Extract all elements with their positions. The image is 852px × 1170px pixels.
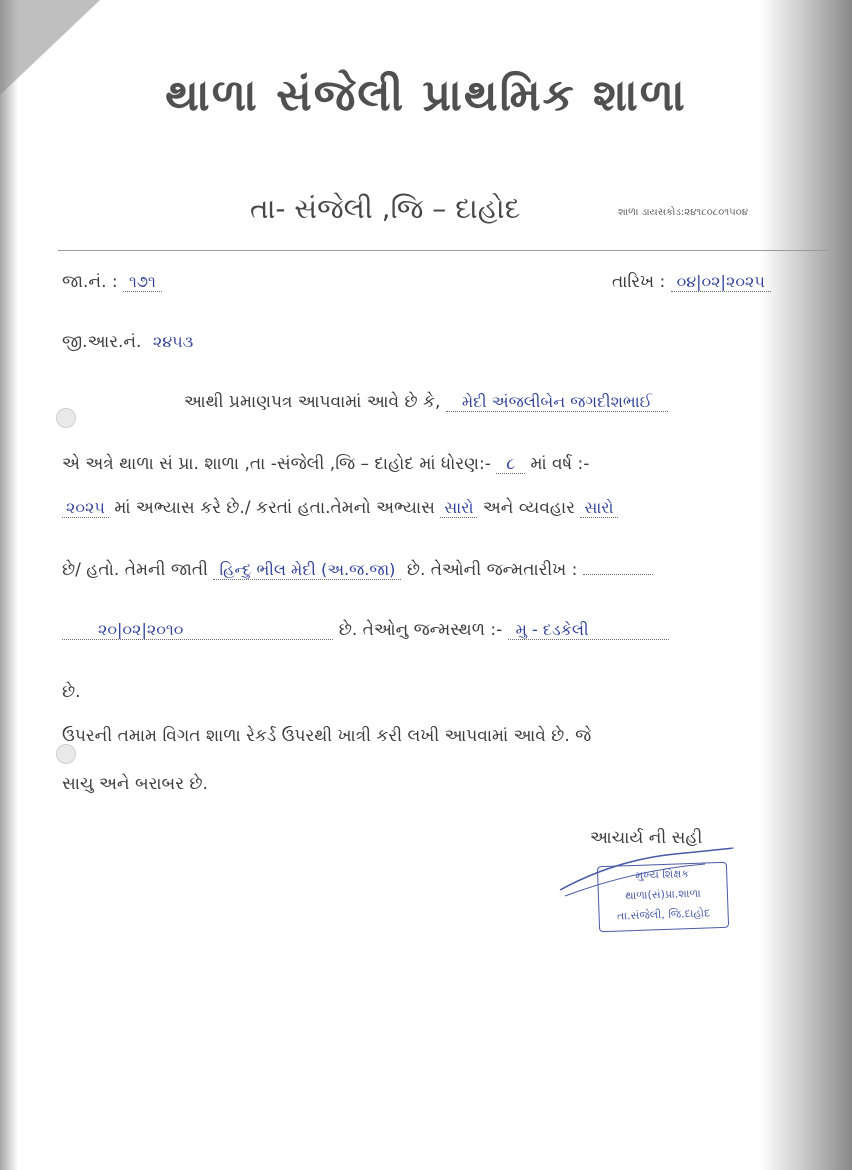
study-value: સારો xyxy=(440,498,477,518)
outward-number: ૧૭૧ xyxy=(123,272,162,292)
school-statement: એ અત્રે થાળા સં પ્રા. શાળા ,તા -સંજેલી ,જિ – દાહોદ માં ધોરણ:- xyxy=(62,454,491,474)
school-stamp xyxy=(597,862,729,932)
caste-value: હિન્દુ ભીલ મેદી (અ.જ.જા) xyxy=(213,560,401,580)
header-divider xyxy=(58,250,828,251)
student-name: મેદી અંજલીબેન જગદીશભાઈ xyxy=(446,392,668,412)
year-label: માં વર્ષ :- xyxy=(530,454,590,474)
punch-hole-bottom xyxy=(56,744,76,764)
certify-text: આથી પ્રમાણપત્ર આપવામાં આવે છે કે, xyxy=(184,392,441,412)
punch-hole-top xyxy=(56,408,76,428)
birthdate-label: છે. તેઓની જન્મતારીખ : xyxy=(406,560,578,580)
body-line-5 xyxy=(62,620,669,640)
school-name: થાળા સંજેલી પ્રાથમિક શાળા xyxy=(165,70,687,121)
stamp-line-3: તા.સંજેલી, જિ.દાહોદ xyxy=(616,906,711,923)
birth-date-value: ૨૦|૦૨|૨૦૧૦ xyxy=(62,620,333,640)
year-value: ૨૦૨૫ xyxy=(62,498,109,518)
stamp-line-1: મુખ્ય શિક્ષક xyxy=(635,867,690,882)
body-line-7: ઉપરની તમામ વિગત શાળા રેકર્ડ ઉપરથી ખાત્રી કરી લખી આપવામાં આવે છે. જે xyxy=(62,726,592,746)
body-line-4 xyxy=(62,560,653,580)
date-label: તારિખ : xyxy=(612,272,666,292)
body-line-2 xyxy=(62,454,589,474)
birthplace-label: છે. તેઓનુ જન્મસ્થળ :- xyxy=(338,620,503,640)
gr-number-row xyxy=(62,332,199,352)
gr-number: ૨૪૫૩ xyxy=(152,332,194,351)
gr-label: જી.આર.નં. xyxy=(62,332,142,352)
study-statement: માં અભ્યાસ કરે છે./ કરતાં હતા.તેમનો અભ્યાસ xyxy=(114,498,435,518)
standard-value: ૮ xyxy=(496,454,525,474)
taluka-district: તા- સંજેલી ,જિ – દાહોદ xyxy=(250,192,521,225)
birthdate-blank xyxy=(583,574,653,575)
principal-signature-label: આચાર્ય ની સહી xyxy=(590,828,703,848)
caste-prefix: છે/ હતો. તેમની જાતી xyxy=(62,560,209,580)
body-line-3 xyxy=(62,498,618,518)
conduct-label: અને વ્યવહાર xyxy=(482,498,575,518)
scan-shadow-left xyxy=(0,0,18,1170)
conduct-value: સારો xyxy=(580,498,617,518)
outward-number-row xyxy=(62,272,162,292)
body-line-6: છે. xyxy=(62,682,81,702)
birthplace-value: મુ - દડકેલી xyxy=(508,620,669,640)
dise-code: શાળા ડાયસકોડ:૨૪૧૮૦૮૦૧૫૦૪ xyxy=(618,207,748,218)
date-row xyxy=(612,272,771,292)
date-value: ૦૪|૦૨|૨૦૨૫ xyxy=(671,272,771,292)
outward-label: જા.નં. : xyxy=(62,272,118,292)
body-line-8: સાચુ અને બરાબર છે. xyxy=(62,774,208,794)
stamp-line-2: થાળા(સં)પ્રા.શાળા xyxy=(624,886,701,903)
body-line-1 xyxy=(184,392,668,412)
